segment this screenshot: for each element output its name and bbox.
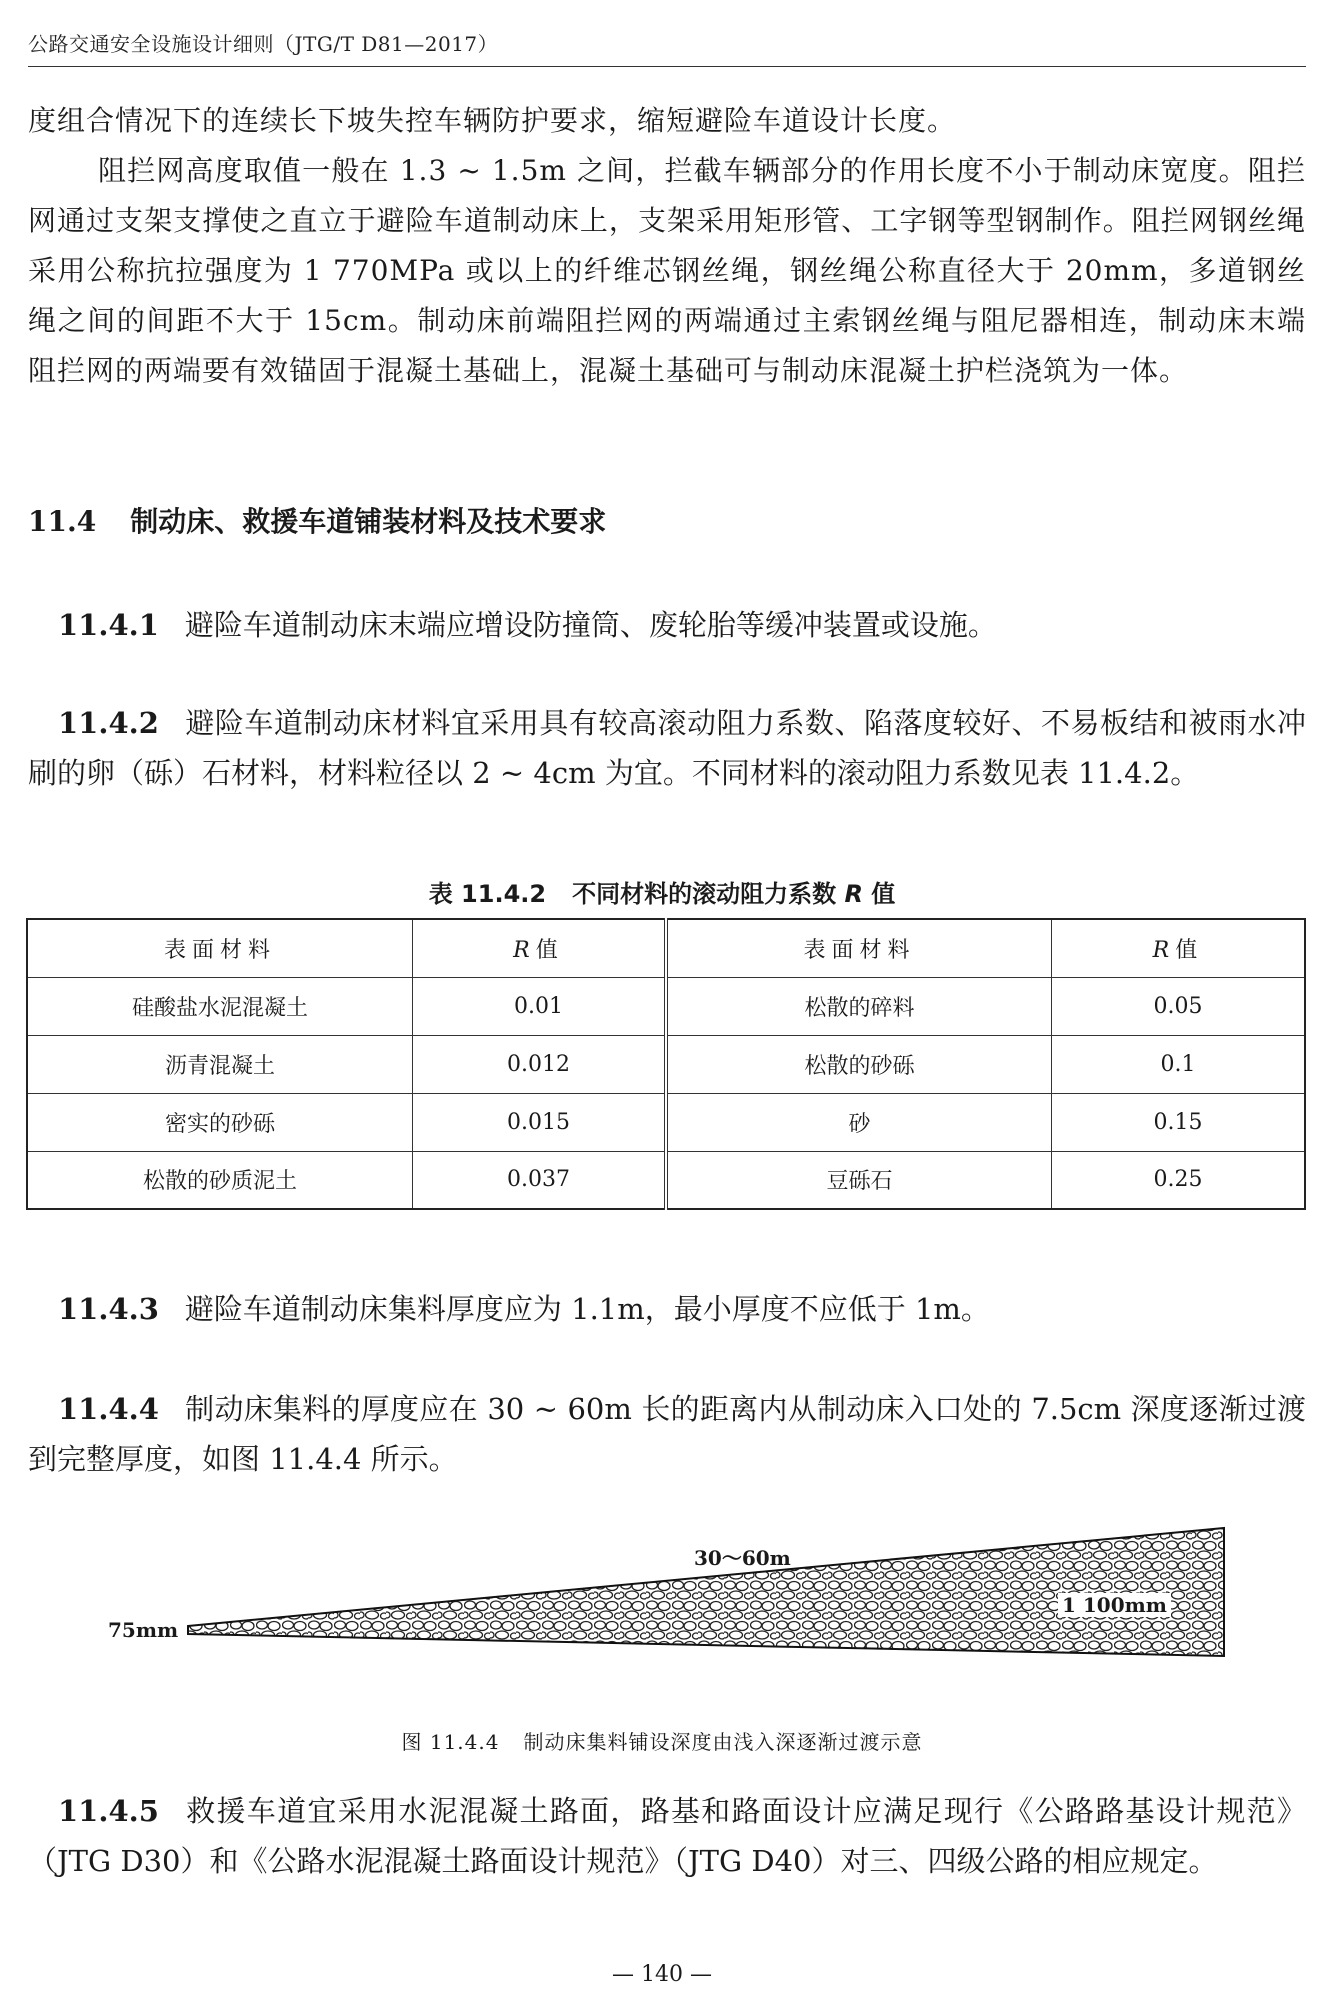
table-cell-material: 松散的砂质泥土 (27, 1151, 412, 1209)
clause-number: 11.4.5 (58, 1794, 159, 1828)
table-cell-value: 0.012 (412, 1035, 666, 1093)
table-cell-value: 0.15 (1051, 1093, 1305, 1151)
table-caption (0, 874, 1324, 909)
table-cell-material: 豆砾石 (666, 1151, 1051, 1209)
rolling-resistance-table (26, 918, 1306, 1210)
header-r-right: R值 (1051, 919, 1305, 977)
table-row (27, 1093, 1305, 1151)
table-cell-material: 沥青混凝土 (27, 1035, 412, 1093)
header-divider (28, 66, 1306, 67)
clause-11-4-2 (28, 698, 1306, 798)
table-cell-material: 砂 (666, 1093, 1051, 1151)
clause-text: 避险车道制动床材料宜采用具有较高滚动阻力系数、陷落度较好、不易板结和被雨水冲刷的卵（砾）石材料，材料粒径以 2 ~ 4cm 为宜。不同材料的滚动阻力系数见表 11.4.2。 (28, 706, 1306, 790)
clause-text: 避险车道制动床集料厚度应为 1.1m，最小厚度不应低于 1m。 (184, 1292, 990, 1326)
clause-number: 11.4.4 (58, 1392, 159, 1426)
table-cell-value: 0.01 (412, 977, 666, 1035)
clause-number: 11.4.1 (58, 608, 159, 642)
running-header: 公路交通安全设施设计细则（JTG/T D81—2017） (28, 32, 499, 56)
table-row (27, 977, 1305, 1035)
table-row (27, 1035, 1305, 1093)
table-cell-material: 密实的砂砾 (27, 1093, 412, 1151)
table-cell-material: 硅酸盐水泥混凝土 (27, 977, 412, 1035)
header-material-left: 表面材料 (27, 919, 412, 977)
table-caption-number: 表 11.4.2 (428, 880, 547, 908)
table-cell-value: 0.037 (412, 1151, 666, 1209)
table-caption-symbol: R (844, 880, 863, 908)
section-heading (28, 500, 606, 540)
table-cell-value: 0.25 (1051, 1151, 1305, 1209)
figure-caption-text: 制动床集料铺设深度由浅入深逐渐过渡示意 (523, 1730, 923, 1754)
page-number: — 140 — (612, 1962, 712, 1987)
table-cell-value: 0.1 (1051, 1035, 1305, 1093)
clause-11-4-1 (28, 600, 1306, 650)
clause-11-4-3 (28, 1284, 1306, 1334)
section-title: 制动床、救援车道铺装材料及技术要求 (130, 505, 607, 538)
clause-11-4-4 (28, 1384, 1306, 1484)
clause-text: 救援车道宜采用水泥混凝土路面，路基和路面设计应满足现行《公路路基设计规范》（JTG D30）和《公路水泥混凝土路面设计规范》（JTG D40）对三、四级公路的相应规定。 (28, 1794, 1306, 1878)
figure-caption (0, 1726, 1324, 1755)
figure-span-label: 30～60m (694, 1546, 791, 1570)
table-cell-value: 0.05 (1051, 977, 1305, 1035)
clause-11-4-5 (28, 1786, 1306, 1886)
table-caption-suffix: 值 (871, 880, 896, 908)
table-cell-value: 0.015 (412, 1093, 666, 1151)
table-row (27, 1151, 1305, 1209)
section-number: 11.4 (28, 505, 97, 538)
clause-text: 避险车道制动床末端应增设防撞筒、废轮胎等缓冲装置或设施。 (184, 608, 997, 642)
table-cell-material: 松散的碎料 (666, 977, 1051, 1035)
paragraph-continuation: 度组合情况下的连续长下坡失控车辆防护要求，缩短避险车道设计长度。 (28, 104, 957, 137)
table-header-row (27, 919, 1305, 977)
figure-end-depth-label: 1 100mm (1058, 1593, 1171, 1617)
header-material-right: 表面材料 (666, 919, 1051, 977)
clause-number: 11.4.2 (58, 706, 159, 740)
table-cell-material: 松散的砂砾 (666, 1035, 1051, 1093)
arrester-bed-taper-figure (100, 1500, 1300, 1700)
header-r-left: R值 (412, 919, 666, 977)
figure-start-depth-label: 75mm (108, 1618, 179, 1642)
table-caption-text: 不同材料的滚动阻力系数 (572, 880, 837, 908)
clause-number: 11.4.3 (58, 1292, 159, 1326)
figure-caption-number: 图 11.4.4 (401, 1730, 500, 1754)
clause-text: 制动床集料的厚度应在 30 ~ 60m 长的距离内从制动床入口处的 7.5cm 深度逐渐过渡到完整厚度，如图 11.4.4 所示。 (28, 1392, 1306, 1476)
paragraph-arrester-net: 阻拦网高度取值一般在 1.3 ~ 1.5m 之间，拦截车辆部分的作用长度不小于制动床宽度。阻拦网通过支架支撑使之直立于避险车道制动床上，支架采用矩形管、工字钢等型钢制作。阻拦网钢丝绳采用公称抗拉强度为 1 770MPa 或以上的纤维芯钢丝绳，钢丝绳公称直径大于 20mm，多道钢丝绳之间的间距不大于 15cm。制动床前端阻拦网的两端通过主索钢丝绳与阻尼器相连，制动床末端阻拦网的两端要有效锚固于混凝土基础上，混凝土基础可与制动床混凝土护栏浇筑为一体。 (28, 154, 1306, 387)
